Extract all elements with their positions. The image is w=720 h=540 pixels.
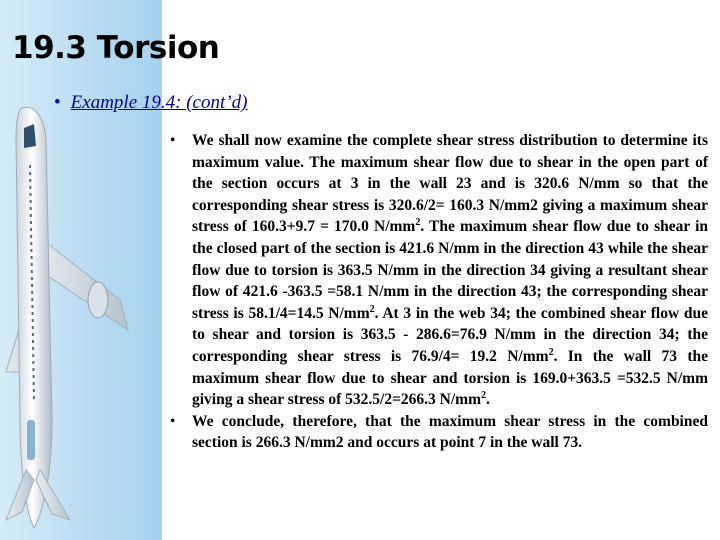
bullet-icon: • bbox=[170, 132, 176, 149]
paragraph-text: . In the wall 73 the maximum shear flow due to shear and torsion is 169.0+363.5 =532.5 N/mm giving a shear stress of 532.5/2=266.3 N/mm bbox=[192, 347, 708, 409]
paragraph-text: We conclude, therefore, that the maximum shear stress in the combined section is 266.3 N/mm2 and occurs at point 7 in the wall 73. bbox=[192, 412, 708, 452]
bullet-icon: • bbox=[54, 92, 61, 113]
superscript: 2 bbox=[480, 389, 486, 401]
paragraph-text: . bbox=[485, 391, 490, 409]
content-list bbox=[168, 130, 708, 454]
subtitle-row bbox=[54, 92, 247, 114]
bullet-paragraph-1 bbox=[168, 130, 708, 411]
slide-title: 19.3 Torsion bbox=[12, 30, 220, 66]
example-subtitle[interactable]: Example 19.4: (cont’d) bbox=[70, 92, 248, 113]
bullet-paragraph-2 bbox=[168, 411, 708, 454]
paragraph-text: . The maximum shear flow due to shear in the closed part of the section is 421.6 N/mm in the direction 43 while the shear flow due to torsion is 363.5 N/mm in the direction 34 giving a resultant shear flow of 421.6 -363.5 =58.1 N/mm in the direction 43; the corresponding shear stress is 58.1/4=14.5 N/mm bbox=[192, 218, 708, 322]
superscript: 2 bbox=[548, 346, 554, 358]
paragraph-text: We shall now examine the complete shear stress distribution to determine its maximum value. The maximum shear flow due to shear in the open part of the section occurs at 3 in the wall 23 and is 320.6 N/mm so that the corresponding shear stress is 320.6/2= 160.3 N/mm2 giving a maximum shear stress of 160.3+9.7 = 170.0 N/mm bbox=[192, 132, 708, 236]
superscript: 2 bbox=[369, 303, 375, 315]
superscript: 2 bbox=[415, 217, 421, 229]
bullet-icon: • bbox=[170, 412, 176, 430]
paragraph-text: . At 3 in the web 34; the combined shear flow due to shear and torsion is 363.5 - 286.6=76.9 N/mm in the direction 34; the corresponding shear stress is 76.9/4= 19.2 N/mm bbox=[192, 304, 708, 365]
airplane-icon bbox=[0, 0, 162, 540]
